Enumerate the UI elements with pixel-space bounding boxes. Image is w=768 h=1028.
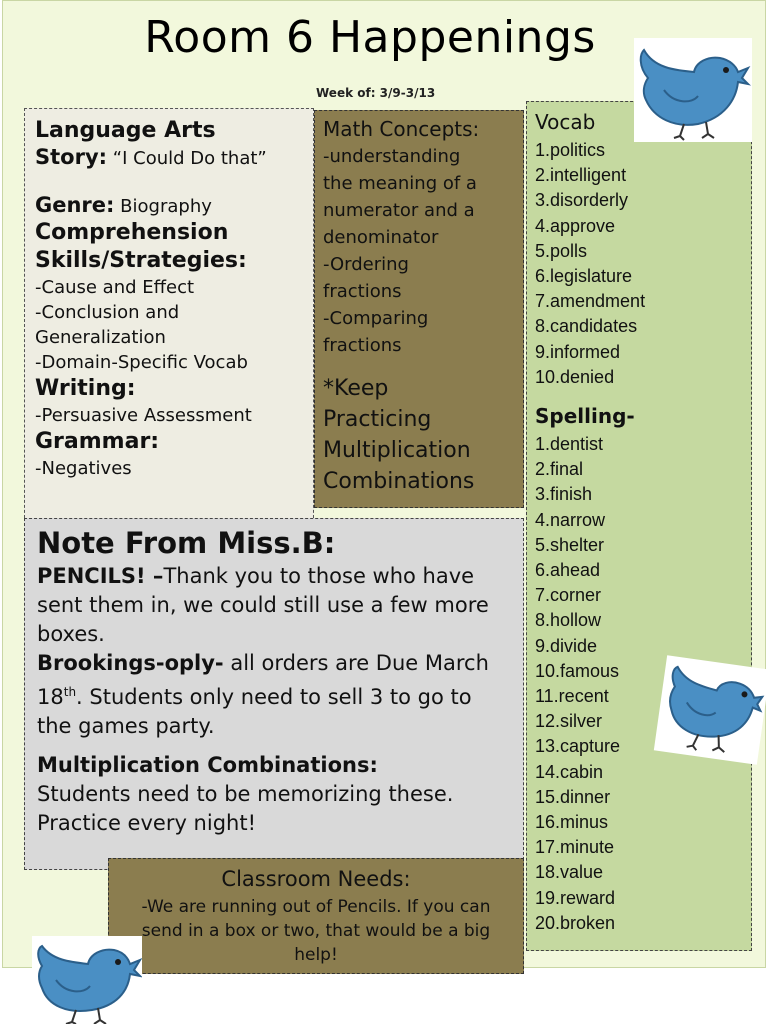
spelling-item: 12.silver	[535, 711, 603, 732]
skill-item: -Domain-Specific Vocab	[35, 352, 248, 373]
vocab-list	[535, 138, 743, 390]
spelling-item: 14.cabin	[535, 761, 604, 782]
math-line: fractions	[323, 281, 402, 302]
spelling-item: 19.reward	[535, 887, 616, 908]
grammar-item: -Negatives	[35, 458, 132, 479]
skills-list	[35, 275, 303, 375]
language-arts-box	[24, 108, 314, 528]
vocab-item: 9.informed	[535, 341, 621, 362]
skill-item: -Conclusion and	[35, 302, 180, 323]
vocab-item: 1.politics	[535, 140, 606, 160]
note-box	[24, 518, 524, 870]
vocab-item: 5.polls	[535, 240, 588, 261]
brookings-text-1: all orders are Due March 18	[37, 651, 489, 709]
writing-heading: Writing:	[35, 376, 136, 401]
week-label: Week of: 3/9-3/13	[316, 86, 436, 100]
pencils-text: Thank you to those who have sent them in, we could still use a few more boxes.	[37, 564, 489, 646]
spelling-item: 17.minute	[535, 837, 615, 858]
keep-line: Multiplication	[323, 438, 471, 463]
vocab-item: 7.amendment	[535, 291, 646, 312]
spelling-item: 13.capture	[535, 736, 621, 757]
vocab-item: 3.disorderly	[535, 190, 629, 211]
needs-text: -We are running out of Pencils. If you can send in a box or two, that would be a big help!	[141, 897, 491, 965]
story-label: Story:	[35, 145, 108, 169]
writing-item: -Persuasive Assessment	[35, 405, 252, 426]
vocab-item: 2.intelligent	[535, 165, 627, 186]
pencils-label: PENCILS! –	[37, 564, 164, 588]
skill-item: -Cause and Effect	[35, 277, 195, 298]
spelling-item: 4.narrow	[535, 509, 606, 530]
comprehension-heading-1: Comprehension	[35, 220, 229, 245]
spelling-item: 9.divide	[535, 635, 598, 656]
brookings-text-2: . Students only need to sell 3 to go to the games party.	[37, 685, 472, 738]
story-value: “I Could Do that”	[112, 148, 267, 169]
spelling-item: 16.minus	[535, 812, 609, 833]
keep-line: *Keep	[323, 376, 389, 401]
bird-icon	[32, 936, 142, 1024]
genre-label: Genre:	[35, 193, 115, 217]
spelling-item: 10.famous	[535, 660, 620, 681]
genre-line	[35, 193, 303, 219]
math-line: -understanding	[323, 146, 461, 167]
spelling-item: 8.hollow	[535, 610, 602, 631]
math-line: fractions	[323, 335, 402, 356]
brookings-sup: th	[63, 685, 77, 699]
spelling-item: 18.value	[535, 862, 604, 883]
brookings-label: Brookings-oply-	[37, 651, 224, 675]
math-heading: Math Concepts:	[323, 117, 480, 141]
math-line: -Comparing	[323, 308, 429, 329]
math-line: the meaning of a	[323, 173, 477, 194]
vocab-item: 8.candidates	[535, 316, 638, 337]
genre-value: Biography	[120, 196, 212, 217]
spelling-item: 11.recent	[535, 686, 609, 707]
mult-paragraph	[37, 751, 511, 838]
spelling-item: 7.corner	[535, 585, 602, 606]
needs-heading: Classroom Needs:	[221, 867, 411, 891]
spelling-item: 1.dentist	[535, 434, 604, 455]
language-arts-heading: Language Arts	[35, 118, 216, 143]
vocab-item: 4.approve	[535, 215, 616, 236]
classroom-needs-box	[108, 858, 524, 974]
spelling-item: 6.ahead	[535, 560, 601, 581]
spelling-item: 5.shelter	[535, 534, 605, 555]
pencils-paragraph	[37, 562, 511, 649]
spelling-item: 20.broken	[535, 912, 616, 933]
spelling-item: 2.final	[535, 459, 584, 480]
mult-label: Multiplication Combinations:	[37, 753, 378, 777]
vocab-heading: Vocab	[535, 110, 596, 134]
story-line	[35, 145, 303, 171]
comprehension-heading-2: Skills/Strategies:	[35, 248, 247, 273]
brookings-paragraph	[37, 649, 511, 741]
math-line: -Ordering	[323, 254, 409, 275]
mult-text: Students need to be memorizing these. Practice every night!	[37, 782, 454, 835]
skill-item: Generalization	[35, 327, 166, 348]
keep-line: Practicing	[323, 407, 432, 432]
keep-line: Combinations	[323, 469, 475, 494]
note-heading: Note From Miss.B:	[37, 526, 336, 560]
page-title: Room 6 Happenings	[144, 12, 596, 63]
bird-icon	[634, 38, 752, 142]
spelling-item: 3.finish	[535, 484, 593, 505]
bird-icon	[654, 655, 768, 765]
spelling-heading: Spelling-	[535, 404, 635, 429]
keep-practicing-note	[323, 373, 515, 497]
vocab-item: 10.denied	[535, 366, 615, 387]
math-concepts-box	[314, 110, 524, 508]
math-line: numerator and a	[323, 200, 475, 221]
spelling-item: 15.dinner	[535, 786, 611, 807]
vocab-item: 6.legislature	[535, 266, 633, 287]
math-line: denominator	[323, 227, 439, 248]
grammar-heading: Grammar:	[35, 429, 160, 454]
vocab-spelling-box	[526, 101, 752, 951]
